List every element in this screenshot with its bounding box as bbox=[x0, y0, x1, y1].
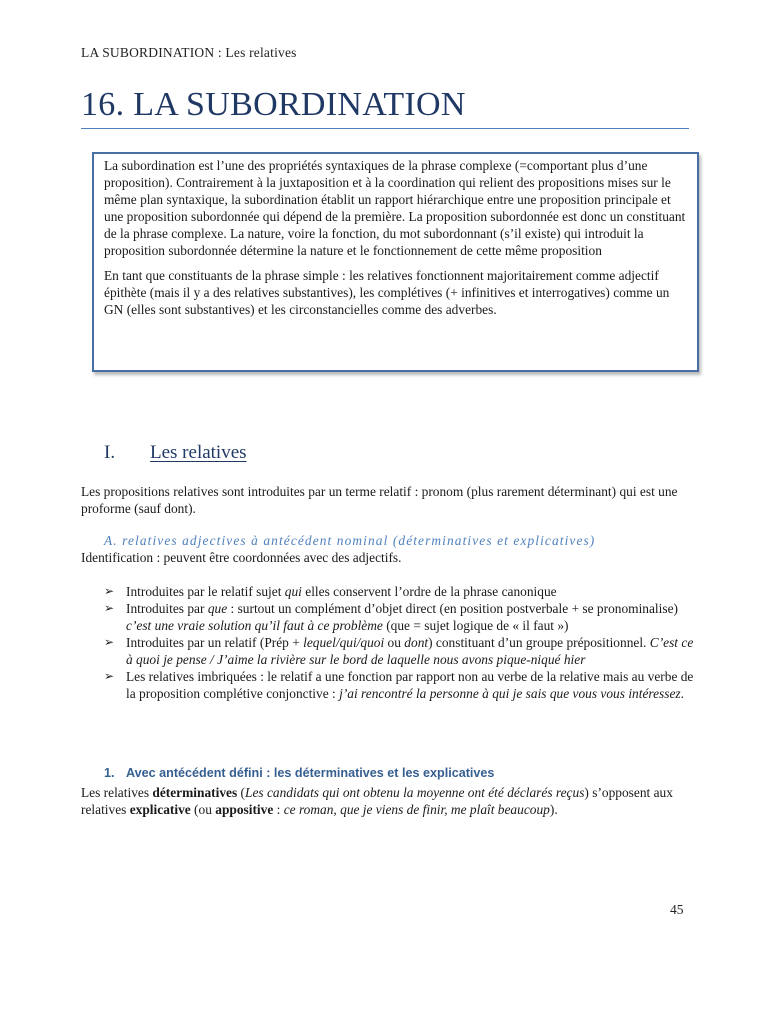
bullet-example: qui bbox=[284, 584, 302, 599]
relatives-intro-paragraph: Les propositions relatives sont introduites par un terme relatif : pronom (plus rarement déterminant) qui est une proforme (sauf dont). bbox=[81, 484, 678, 516]
list-item bbox=[104, 634, 694, 668]
subsection-1-heading bbox=[104, 765, 494, 782]
paragraph-text: ). bbox=[549, 802, 558, 817]
bullet-example: j’ai rencontré la personne à qui je sais que vous vous intéressez bbox=[339, 686, 681, 701]
subsection-number: 1. bbox=[104, 766, 115, 780]
term-appositive: appositive bbox=[215, 802, 274, 817]
identification-line: Identification : peuvent être coordonnées avec des adjectifs. bbox=[81, 550, 402, 565]
arrow-bullet-icon: ➢ bbox=[104, 584, 115, 598]
arrow-bullet-icon: ➢ bbox=[104, 601, 115, 615]
bullet-example: lequel/qui/quoi bbox=[303, 635, 385, 650]
arrow-bullet-icon: ➢ bbox=[104, 669, 115, 683]
subsection-a-heading: A. relatives adjectives à antécédent nominal (déterminatives et explicatives) bbox=[104, 533, 596, 548]
bullet-text: ou bbox=[384, 635, 405, 650]
bullet-example: que bbox=[207, 601, 228, 616]
example-sentence: Les candidats qui ont obtenu la moyenne ont été déclarés reçus bbox=[245, 785, 585, 800]
arrow-bullet-icon: ➢ bbox=[104, 635, 115, 649]
title-underline-rule bbox=[81, 128, 689, 129]
section-number: I. bbox=[104, 442, 116, 463]
paragraph-text: ) s’opposent aux relatives bbox=[81, 785, 673, 817]
bullet-text: Introduites par un relatif (Prép + bbox=[126, 635, 304, 650]
paragraph-text: : bbox=[273, 802, 284, 817]
section-heading-relatives bbox=[104, 440, 247, 466]
example-sentence: ce roman, que je viens de finir, me plaît beaucoup bbox=[283, 802, 550, 817]
term-explicative: explicative bbox=[129, 802, 191, 817]
bullet-text: . bbox=[680, 686, 684, 701]
bullet-text: Introduites par le relatif sujet bbox=[126, 584, 285, 599]
list-item bbox=[104, 600, 694, 634]
intro-paragraph-1: La subordination est l’une des propriétés syntaxiques de la phrase complexe (=comportant plus d’une proposition). Contrairement à la juxtaposition et à la coordination qui relient des propositions mises sur le même plan syntaxique, la subordination établit un rapport hiérarchique entre une proposition principale et une proposition subordonnée qui dépend de la première. La proposition subordonnée est donc un constituant de la phrase complexe. La nature, voire la fonction, du mot subordonnant (s’il existe) qui introduit la proposition subordonnée détermine la nature et le fonctionnement de cette même proposition bbox=[104, 158, 686, 258]
bullet-text: Les relatives imbriquées : le relatif a une fonction par rapport non au verbe de la relative mais au verbe de la proposition complétive conjonctive : bbox=[126, 669, 694, 701]
paragraph-text: (ou bbox=[190, 802, 216, 817]
intro-paragraph-2: En tant que constituants de la phrase simple : les relatives fonctionnent majoritairement comme adjectif épithète (mais il y a des relatives substantives), les complétives (+ infinitives et interrogatives) comme un GN (elles sont substantives) et les circonstancielles comme des adverbes. bbox=[104, 268, 670, 317]
list-item bbox=[104, 668, 694, 702]
bullet-example: C’est ce à quoi je pense / J’aime la rivière sur le bord de laquelle nous avons pique-niqué hier bbox=[126, 635, 694, 667]
subsection-title: Avec antécédent défini : les déterminatives et les explicatives bbox=[126, 766, 495, 780]
list-item bbox=[104, 583, 694, 600]
bullet-text: : surtout un complément d’objet direct (en position postverbale + se pronominalise) bbox=[227, 601, 678, 616]
relatives-bullet-list bbox=[104, 583, 694, 702]
bullet-text: Introduites par bbox=[126, 601, 208, 616]
intro-box bbox=[92, 152, 699, 372]
page-number: 45 bbox=[670, 902, 684, 917]
chapter-title: 16. LA SUBORDINATION bbox=[81, 86, 466, 123]
section-title: Les relatives bbox=[150, 442, 247, 463]
bullet-text: (que = sujet logique de « il faut ») bbox=[382, 618, 569, 633]
bullet-example: dont bbox=[404, 635, 429, 650]
paragraph-text: ( bbox=[237, 785, 245, 800]
bullet-example: c’est une vraie solution qu’il faut à ce problème bbox=[126, 618, 383, 633]
bullet-text: elles conservent l’ordre de la phrase canonique bbox=[301, 584, 557, 599]
determinatives-paragraph bbox=[81, 784, 693, 818]
bullet-text: ) constituant d’un groupe prépositionnel. bbox=[428, 635, 650, 650]
term-determinatives: déterminatives bbox=[152, 785, 238, 800]
paragraph-text: Les relatives bbox=[81, 785, 153, 800]
running-header: LA SUBORDINATION : Les relatives bbox=[81, 45, 297, 60]
